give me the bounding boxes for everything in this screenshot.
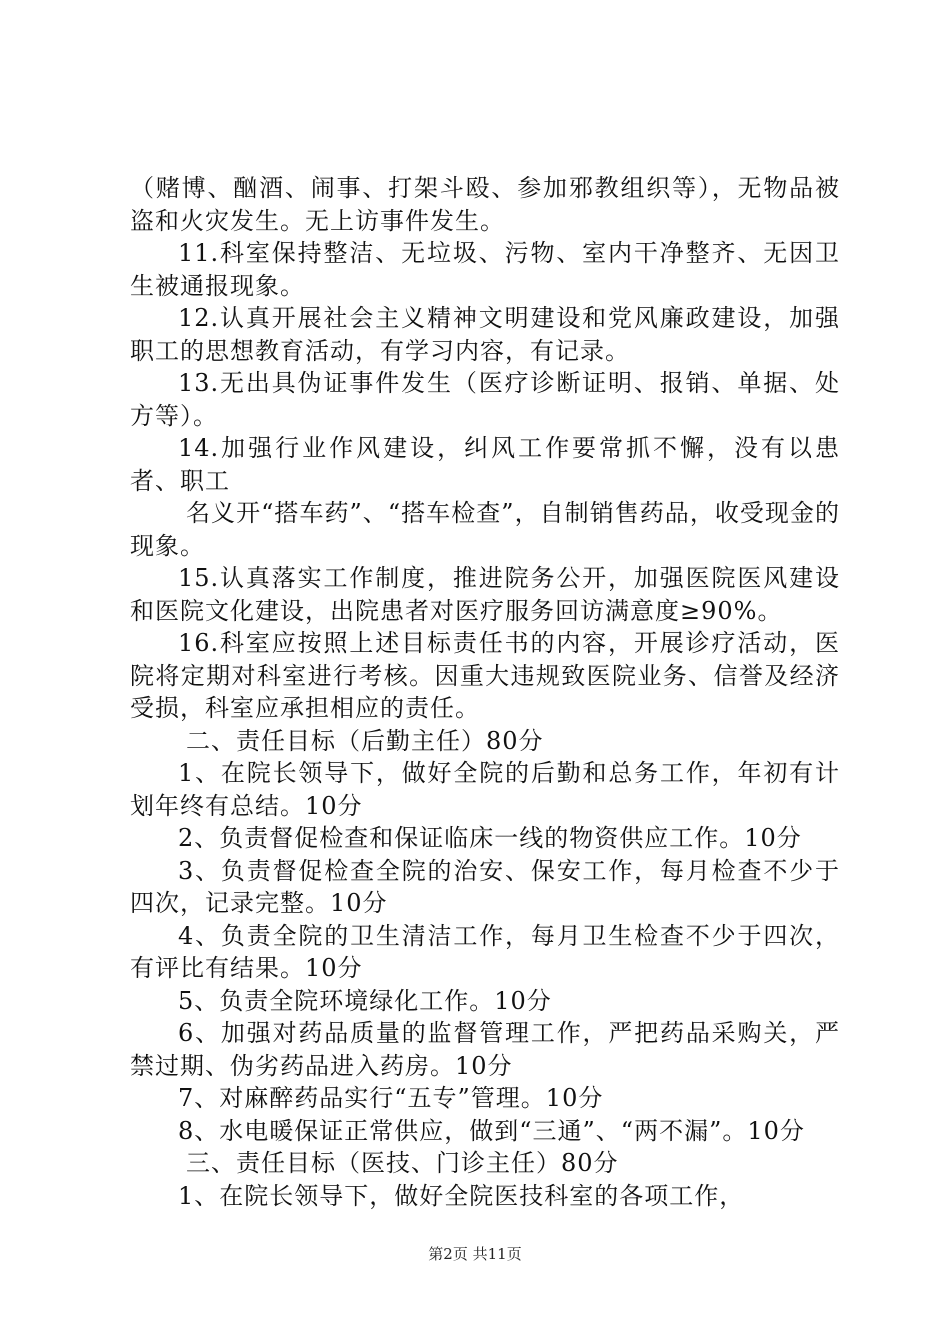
paragraph-5: 名义开“搭车药”、“搭车检查”，自制销售药品，收受现金的现象。 (130, 499, 840, 560)
paragraph-1: 11.科室保持整洁、无垃圾、污物、室内干净整齐、无因卫生被通报现象。 (130, 239, 840, 300)
paragraph-4: 14.加强行业作风建设，纠风工作要常抓不懈，没有以患者、职工 (130, 434, 840, 495)
section-heading-logistics: 二、责任目标（后勤主任）80分 (186, 726, 544, 755)
page-number-footer: 第2页 共11页 (428, 1245, 522, 1263)
paragraph-6: 15.认真落实工作制度，推进院务公开，加强医院医风建设和医院文化建设，出院患者对医疗服务回访满意度≥90%。 (130, 564, 840, 625)
paragraph-9: 1、在院长领导下，做好全院的后勤和总务工作，年初有计划年终有总结。10分 (130, 759, 840, 820)
section-heading-medtech: 三、责任目标（医技、门诊主任）80分 (186, 1149, 619, 1177)
paragraph-14: 6、加强对药品质量的监督管理工作，严把药品采购关，严禁过期、伪劣药品进入药房。10分 (130, 1019, 840, 1080)
paragraph-2: 12.认真开展社会主义精神文明建设和党风廉政建设，加强职工的思想教育活动，有学习内容，有记录。 (130, 304, 840, 365)
paragraph-3: 13.无出具伪证事件发生（医疗诊断证明、报销、单据、处方等）。 (130, 369, 840, 430)
paragraph-16: 8、水电暖保证正常供应，做到“三通”、“两不漏”。10分 (178, 1116, 805, 1145)
paragraph-10: 2、负责督促检查和保证临床一线的物资供应工作。10分 (178, 824, 802, 852)
paragraph-15: 7、对麻醉药品实行“五专”管理。10分 (178, 1084, 604, 1112)
paragraph-0: （赌博、酗酒、闹事、打架斗殴、参加邪教组织等），无物品被盗和火灾发生。无上访事件发生。 (130, 174, 840, 235)
paragraph-13: 5、负责全院环境绿化工作。10分 (178, 986, 552, 1015)
paragraph-12: 4、负责全院的卫生清洁工作，每月卫生检查不少于四次，有评比有结果。10分 (130, 921, 840, 982)
paragraph-11: 3、负责督促检查全院的治安、保安工作，每月检查不少于四次，记录完整。10分 (130, 856, 840, 917)
paragraph-7: 16.科室应按照上述目标责任书的内容，开展诊疗活动，医院将定期对科室进行考核。因重大违规致医院业务、信誉及经济受损，科室应承担相应的责任。 (130, 629, 840, 722)
paragraph-18: 1、在院长领导下，做好全院医技科室的各项工作， (178, 1181, 745, 1210)
document-body (130, 172, 840, 1212)
